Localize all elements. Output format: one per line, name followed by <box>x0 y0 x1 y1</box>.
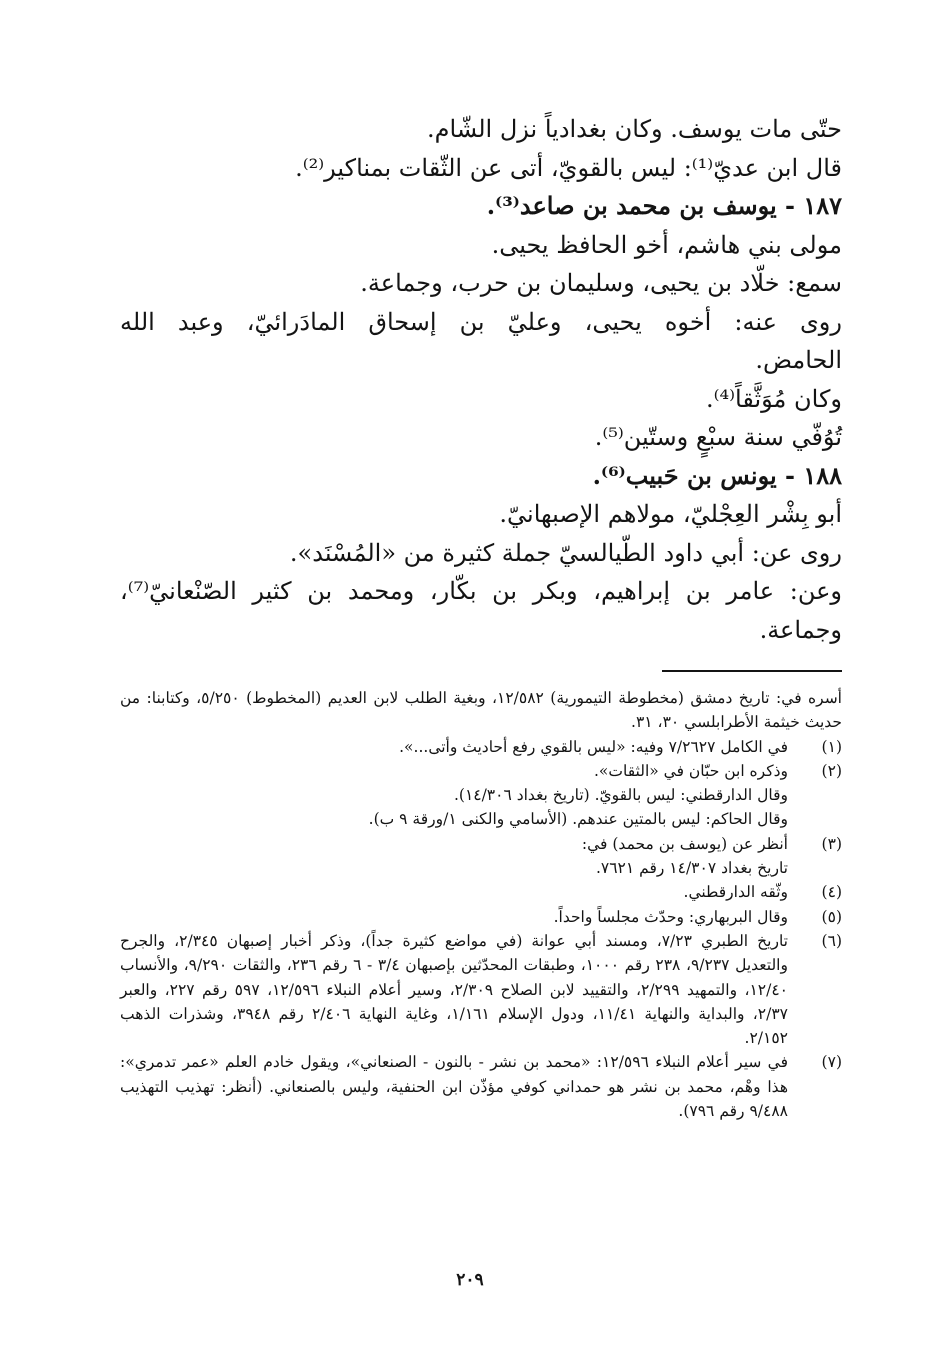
footnote-2 <box>120 759 842 832</box>
entry-heading-187: ١٨٧ - يوسف بن محمد بن صاعد⁽³⁾. <box>486 191 842 220</box>
footnote-6 <box>120 929 842 1050</box>
body-line: وجماعة. <box>759 615 842 644</box>
footnote-separator <box>662 670 842 672</box>
footnote-7 <box>120 1050 842 1123</box>
footnote-number: (٧) <box>821 1053 842 1072</box>
footnote-line: وقال الحاكم: ليس بالمتين عندهم. (الأسامي والكنى ١/ورقة ٩ ب). <box>368 810 788 829</box>
footnote-line: وقال البربهاري: وحدّث مجلساً واحداً. <box>553 907 788 926</box>
footnotes-intro: أسره في: تاريخ دمشق (مخطوطة التيمورية) ١٢/٥٨٢، وبغية الطلب لابن العديم (المخطوط) ٥/٢٥٠، وكتابنا: من حديث خيثمة الأطرابلسي ٣٠، ٣١. <box>120 689 842 732</box>
footnote-number: (٣) <box>821 834 842 853</box>
body-line: روى عنه: أخوه يحيى، وعليّ بن إسحاق المادَرائيّ، وعبد الله <box>120 307 842 336</box>
footnote-number: (٥) <box>821 907 842 926</box>
body-line: أبو بِشْر العِجْليّ، مولاهم الإصبهانيّ. <box>499 500 842 528</box>
footnote-line: تاريخ بغداد ١٤/٣٠٧ رقم ٧٦٢١. <box>595 859 788 878</box>
body-line: مولى بني هاشم، أخو الحافظ يحيى. <box>491 230 842 259</box>
footnote-line: وذكره ابن حبّان في «الثقات». <box>593 761 788 780</box>
footnote-text: تاريخ الطبري ٧/٢٣، ومسند أبي عوانة (في مواضع كثيرة جداً)، وذكر أخبار إصبهان ٢/٣٤٥، والجرح والتعديل ٩/٢٣٧، ٢٣٨ رقم ١٠٠٠، وطبقات المحدّثين بإصبهان ٣/٤ - ٦ رقم ٢٣٦، والثقات ٩/٢٩٠، والأنساب ١٢/٤٠، والتمهيد ٢/٢٩٩، والتقييد لابن الصلاح ٢/٣٠٩، وسير أعلام النبلاء ١٢/٥٩٦، ٥٩٧ رقم ٢٢٧، والعبر ٢/٣٧، والبداية والنهاية ١١/٤١، ودول الإسلام ١/١٦١، وغاية النهاية ٢/٤٠٦ رقم ٣٩٤٨، وشذرات الذهب ٢/١٥٢. <box>120 931 788 1048</box>
footnote-number: (١) <box>821 737 842 756</box>
footnote-text: في سير أعلام النبلاء ١٢/٥٩٦: «محمد بن نشر - بالنون - الصنعاني»، ويقول خادم العلم «عمر تدمري»: هذا وهْم، محمد بن نشر هو حمداني كوفي مؤذّن ابن الحنفية، وليس بالصنعاني. (أنظر: تهذيب التهذيب ٩/٤٨٨ رقم ٧٩٦). <box>120 1053 789 1121</box>
footnote-line: وثّقه الدارقطني. <box>683 883 788 902</box>
footnote-number: (٢) <box>821 761 842 780</box>
footnote-number: (٦) <box>821 931 842 950</box>
body-line: وعن: عامر بن إبراهيم، وبكر بن بكّار، ومحمد بن كثير الصّنْعانيّ⁽⁷⁾، <box>120 577 842 605</box>
page-number: ٢٠٩ <box>456 1270 484 1290</box>
body-line: الحامض. <box>755 346 842 374</box>
main-text <box>120 110 842 649</box>
body-line: سمع: خلّاد بن يحيى، وسليمان بن حرب، وجماعة. <box>360 269 842 297</box>
body-line: وكان مُوَثَّقاً⁽⁴⁾. <box>705 384 842 413</box>
footnotes <box>120 686 842 1123</box>
footnote-line: أنظر عن (يوسف بن محمد) في: <box>581 834 788 853</box>
footnote-4 <box>120 880 842 904</box>
footnote-3 <box>120 832 842 881</box>
footnote-line: وقال الدارقطني: ليس بالقويّ. (تاريخ بغداد ١٤/٣٠٦). <box>453 786 788 805</box>
footnote-number: (٤) <box>821 883 842 902</box>
footnote-1 <box>120 735 842 759</box>
body-line: قال ابن عديّ⁽¹⁾: ليس بالقويّ، أتى عن الثّقات بمناكير⁽²⁾. <box>295 153 842 182</box>
body-line: روى عن: أبي داود الطّيالسيّ جملة كثيرة من «المُسْنَد». <box>289 538 842 567</box>
footnote-line: في الكامل ٧/٢٦٢٧ وفيه: «ليس بالقوي رفع أحاديث وأتى...». <box>399 737 788 756</box>
body-line: حتّى مات يوسف. وكان بغدادياً نزل الشّام. <box>427 115 842 143</box>
footnote-5 <box>120 905 842 929</box>
entry-heading-188: ١٨٨ - يونس بن حَبيب⁽⁶⁾. <box>592 460 842 490</box>
body-line: تُوُفّي سنة سبْعٍ وستّين⁽⁵⁾. <box>594 423 842 451</box>
